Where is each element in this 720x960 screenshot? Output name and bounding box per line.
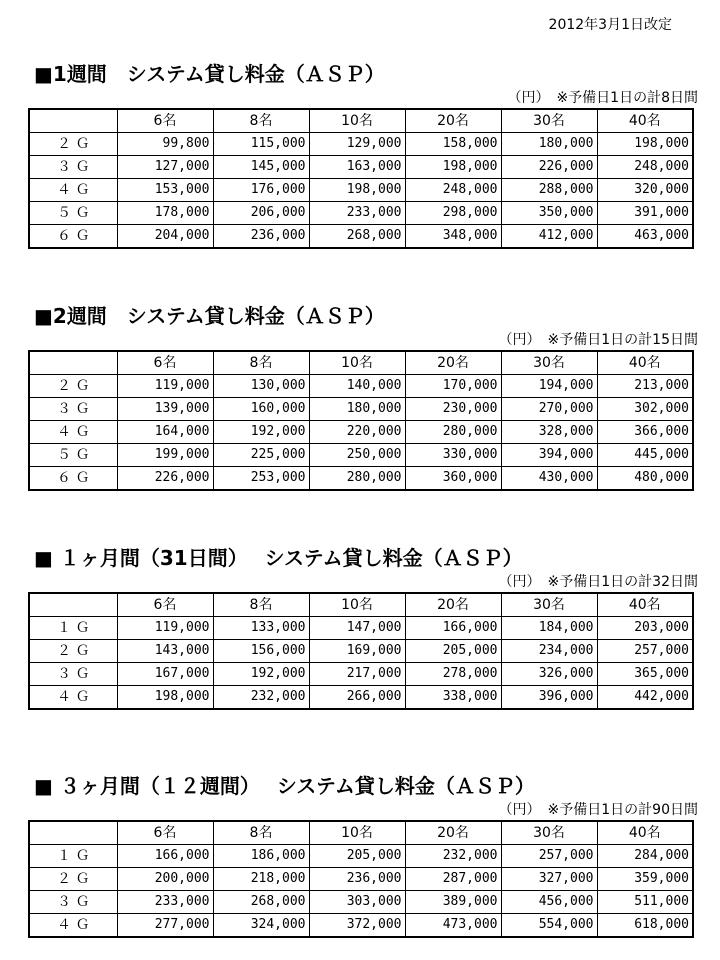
price-cell: 456,000 [501,891,597,914]
price-cell: 248,000 [597,156,693,179]
header-row [29,593,693,617]
price-cell: 198,000 [405,156,501,179]
price-cell: 350,000 [501,202,597,225]
unit-note: （円） ※予備日1日の計32日間 [498,574,698,590]
price-cell: 268,000 [309,225,405,249]
unit-note: （円） ※予備日1日の計90日間 [498,802,698,818]
price-cell: 166,000 [117,845,213,868]
price-cell: 205,000 [309,845,405,868]
rate-table [28,820,694,938]
price-cell: 233,000 [309,202,405,225]
price-cell: 320,000 [597,179,693,202]
section-1-week [28,60,698,249]
rate-table [28,350,694,491]
price-cell: 360,000 [405,467,501,491]
price-cell: 163,000 [309,156,405,179]
price-cell: 145,000 [213,156,309,179]
price-cell: 511,000 [597,891,693,914]
table-row [29,202,693,225]
price-cell: 480,000 [597,467,693,491]
header-cell-participants: 40名 [597,351,693,375]
header-corner-cell [29,821,117,845]
price-cell: 372,000 [309,914,405,938]
group-count-cell: ５ Ｇ [29,202,117,225]
price-cell: 153,000 [117,179,213,202]
group-count-cell: ３ Ｇ [29,891,117,914]
price-cell: 127,000 [117,156,213,179]
price-cell: 129,000 [309,133,405,156]
price-cell: 204,000 [117,225,213,249]
header-cell-participants: 10名 [309,593,405,617]
price-cell: 160,000 [213,398,309,421]
price-cell: 169,000 [309,640,405,663]
table-row [29,686,693,710]
table-row [29,156,693,179]
table-row [29,640,693,663]
price-cell: 365,000 [597,663,693,686]
price-cell: 268,000 [213,891,309,914]
price-cell: 226,000 [501,156,597,179]
price-cell: 176,000 [213,179,309,202]
price-cell: 192,000 [213,421,309,444]
price-cell: 206,000 [213,202,309,225]
table-row [29,891,693,914]
table-row [29,398,693,421]
price-cell: 280,000 [405,421,501,444]
price-cell: 396,000 [501,686,597,710]
price-cell: 156,000 [213,640,309,663]
header-row [29,109,693,133]
price-cell: 115,000 [213,133,309,156]
table-row [29,868,693,891]
price-cell: 198,000 [117,686,213,710]
header-corner-cell [29,593,117,617]
header-cell-participants: 30名 [501,351,597,375]
section-title: ■ １ヶ月間（31日間） システム貸し料金（ＡＳＰ） [34,546,523,570]
group-count-cell: ２ Ｇ [29,640,117,663]
table-row [29,467,693,491]
price-cell: 186,000 [213,845,309,868]
header-cell-participants: 8名 [213,821,309,845]
price-cell: 389,000 [405,891,501,914]
price-cell: 198,000 [309,179,405,202]
table-row [29,914,693,938]
group-count-cell: ４ Ｇ [29,179,117,202]
header-cell-participants: 6名 [117,593,213,617]
header-cell-participants: 10名 [309,109,405,133]
price-cell: 250,000 [309,444,405,467]
price-cell: 164,000 [117,421,213,444]
rate-table [28,108,694,249]
price-cell: 203,000 [597,617,693,640]
price-cell: 338,000 [405,686,501,710]
price-cell: 140,000 [309,375,405,398]
price-cell: 236,000 [309,868,405,891]
price-cell: 326,000 [501,663,597,686]
price-cell: 192,000 [213,663,309,686]
header-row [29,821,693,845]
section-2-weeks [28,302,698,491]
price-cell: 194,000 [501,375,597,398]
header-cell-participants: 6名 [117,821,213,845]
price-cell: 234,000 [501,640,597,663]
header-cell-participants: 40名 [597,593,693,617]
header-cell-participants: 8名 [213,109,309,133]
group-count-cell: ４ Ｇ [29,914,117,938]
header-cell-participants: 20名 [405,351,501,375]
price-cell: 226,000 [117,467,213,491]
price-cell: 324,000 [213,914,309,938]
header-cell-participants: 20名 [405,593,501,617]
group-count-cell: １ Ｇ [29,617,117,640]
group-count-cell: ６ Ｇ [29,467,117,491]
rate-table [28,592,694,710]
price-cell: 147,000 [309,617,405,640]
price-cell: 328,000 [501,421,597,444]
price-cell: 280,000 [309,467,405,491]
price-cell: 199,000 [117,444,213,467]
price-cell: 180,000 [309,398,405,421]
price-cell: 166,000 [405,617,501,640]
price-cell: 178,000 [117,202,213,225]
price-cell: 253,000 [213,467,309,491]
table-row [29,421,693,444]
price-cell: 232,000 [213,686,309,710]
price-cell: 130,000 [213,375,309,398]
table-row [29,375,693,398]
header-cell-participants: 8名 [213,351,309,375]
price-cell: 302,000 [597,398,693,421]
price-cell: 445,000 [597,444,693,467]
price-cell: 99,800 [117,133,213,156]
price-cell: 266,000 [309,686,405,710]
section-title: ■ ３ヶ月間（１２週間） システム貸し料金（ＡＳＰ） [34,774,535,798]
price-cell: 170,000 [405,375,501,398]
unit-note: （円） ※予備日1日の計8日間 [507,90,698,106]
group-count-cell: １ Ｇ [29,845,117,868]
group-count-cell: ３ Ｇ [29,156,117,179]
price-cell: 225,000 [213,444,309,467]
price-cell: 232,000 [405,845,501,868]
price-cell: 473,000 [405,914,501,938]
header-cell-participants: 20名 [405,821,501,845]
header-cell-participants: 30名 [501,821,597,845]
header-cell-participants: 20名 [405,109,501,133]
price-cell: 618,000 [597,914,693,938]
price-cell: 200,000 [117,868,213,891]
price-cell: 278,000 [405,663,501,686]
header-cell-participants: 40名 [597,821,693,845]
table-row [29,617,693,640]
table-row [29,133,693,156]
price-cell: 213,000 [597,375,693,398]
group-count-cell: ４ Ｇ [29,686,117,710]
revision-date: 2012年3月1日改定 [548,17,672,33]
header-cell-participants: 30名 [501,593,597,617]
price-cell: 348,000 [405,225,501,249]
price-cell: 236,000 [213,225,309,249]
price-cell: 359,000 [597,868,693,891]
price-cell: 184,000 [501,617,597,640]
price-cell: 119,000 [117,375,213,398]
price-cell: 257,000 [501,845,597,868]
header-cell-participants: 10名 [309,351,405,375]
price-cell: 257,000 [597,640,693,663]
price-cell: 442,000 [597,686,693,710]
price-cell: 217,000 [309,663,405,686]
header-corner-cell [29,109,117,133]
unit-note: （円） ※予備日1日の計15日間 [498,332,698,348]
header-corner-cell [29,351,117,375]
price-cell: 288,000 [501,179,597,202]
price-cell: 330,000 [405,444,501,467]
header-cell-participants: 6名 [117,109,213,133]
table-row [29,663,693,686]
header-cell-participants: 8名 [213,593,309,617]
header-cell-participants: 6名 [117,351,213,375]
price-cell: 218,000 [213,868,309,891]
price-cell: 167,000 [117,663,213,686]
price-cell: 391,000 [597,202,693,225]
table-row [29,179,693,202]
price-cell: 119,000 [117,617,213,640]
price-cell: 133,000 [213,617,309,640]
header-cell-participants: 30名 [501,109,597,133]
price-cell: 198,000 [597,133,693,156]
group-count-cell: ３ Ｇ [29,398,117,421]
table-row [29,845,693,868]
price-cell: 303,000 [309,891,405,914]
section-1-month [28,544,698,710]
price-cell: 284,000 [597,845,693,868]
price-cell: 298,000 [405,202,501,225]
group-count-cell: ２ Ｇ [29,375,117,398]
price-cell: 220,000 [309,421,405,444]
price-cell: 270,000 [501,398,597,421]
price-cell: 233,000 [117,891,213,914]
group-count-cell: ５ Ｇ [29,444,117,467]
group-count-cell: ３ Ｇ [29,663,117,686]
price-cell: 180,000 [501,133,597,156]
price-cell: 430,000 [501,467,597,491]
price-cell: 230,000 [405,398,501,421]
table-row [29,444,693,467]
price-cell: 158,000 [405,133,501,156]
section-title: ■1週間 システム貸し料金（ＡＳＰ） [34,62,385,86]
section-title: ■2週間 システム貸し料金（ＡＳＰ） [34,304,385,328]
price-cell: 327,000 [501,868,597,891]
group-count-cell: ６ Ｇ [29,225,117,249]
price-cell: 287,000 [405,868,501,891]
header-cell-participants: 40名 [597,109,693,133]
group-count-cell: ２ Ｇ [29,868,117,891]
table-row [29,225,693,249]
price-cell: 139,000 [117,398,213,421]
header-row [29,351,693,375]
header-cell-participants: 10名 [309,821,405,845]
price-cell: 205,000 [405,640,501,663]
group-count-cell: ４ Ｇ [29,421,117,444]
price-cell: 366,000 [597,421,693,444]
price-cell: 394,000 [501,444,597,467]
price-cell: 277,000 [117,914,213,938]
price-cell: 143,000 [117,640,213,663]
price-cell: 463,000 [597,225,693,249]
price-cell: 554,000 [501,914,597,938]
price-cell: 412,000 [501,225,597,249]
section-3-months [28,772,698,938]
price-cell: 248,000 [405,179,501,202]
group-count-cell: ２ Ｇ [29,133,117,156]
